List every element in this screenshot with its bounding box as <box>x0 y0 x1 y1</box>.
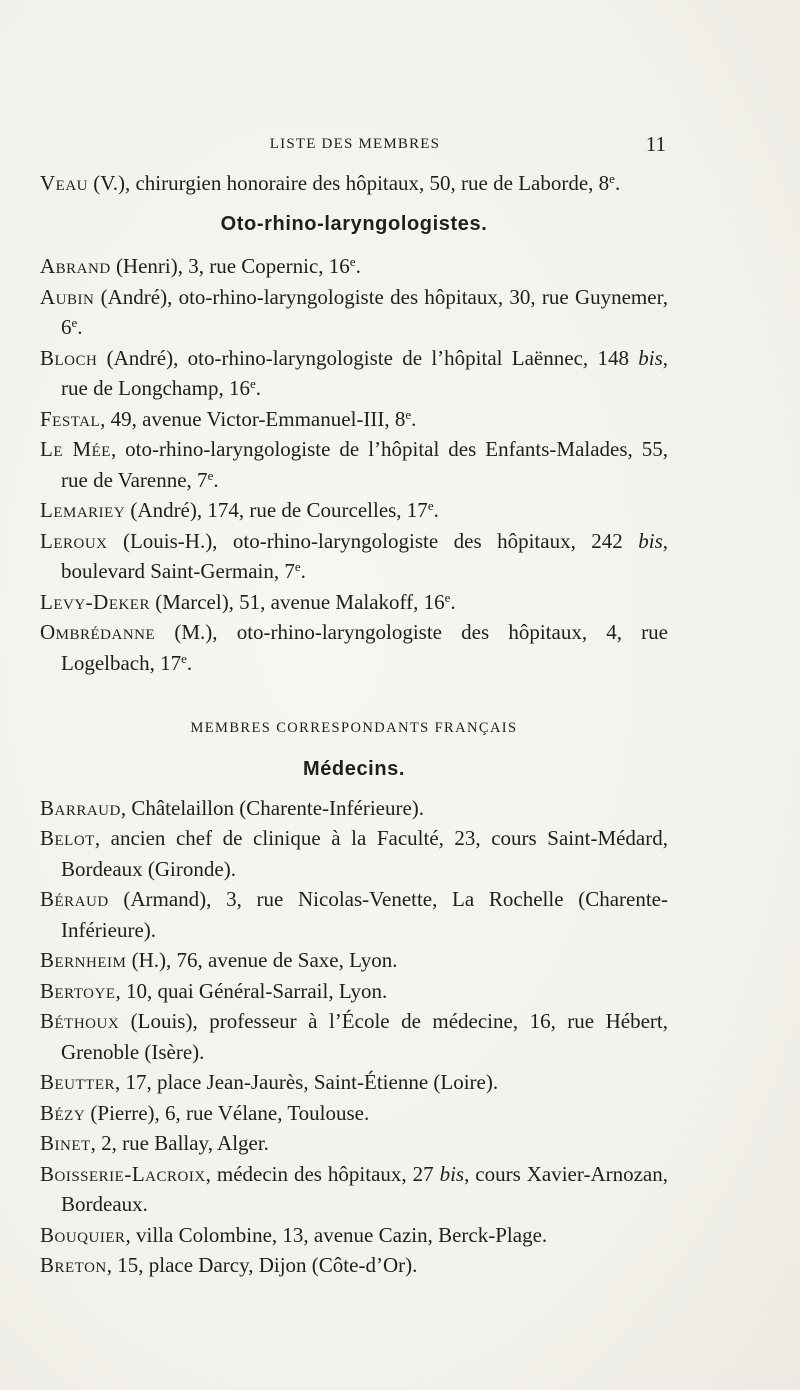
member-name: Beutter <box>40 1070 115 1094</box>
member-name: Lemariey <box>40 498 126 522</box>
member-entry <box>40 1098 668 1129</box>
ordinal-suffix: e <box>294 559 301 574</box>
member-details: (M.), oto-rhino-laryngologiste des hôpitaux, 4, rue Logelbach, 17 <box>61 620 668 675</box>
member-details-end: . <box>300 559 306 583</box>
oto-entries <box>40 251 668 678</box>
member-details-end: . <box>255 376 261 400</box>
ordinal-suffix: e <box>427 498 434 513</box>
member-entry <box>40 617 668 678</box>
member-details: (H.), 76, avenue de Saxe, Lyon. <box>126 948 398 972</box>
member-details: , 2, rue Ballay, Alger. <box>90 1131 269 1155</box>
member-entry <box>40 526 668 587</box>
member-name: Bernheim <box>40 948 127 972</box>
member-details: (Armand), 3, rue Nicolas-Venette, La Rochelle (Charente-Inférieure). <box>61 887 668 942</box>
member-name: Abrand <box>40 254 111 278</box>
member-name: Béraud <box>40 887 109 911</box>
member-name: Leroux <box>40 528 108 553</box>
member-details: , oto-rhino-laryngologiste de l’hôpital des Enfants-Malades, 55, rue de Varenne, 7 <box>61 437 668 492</box>
member-details-end: . <box>411 406 417 431</box>
ordinal-suffix: e <box>207 467 214 483</box>
member-details: , ancien chef de clinique à la Faculté, 23, cours Saint-Médard, Bordeaux (Gironde). <box>61 826 668 881</box>
member-entry <box>40 168 668 199</box>
member-name: Levy-Deker <box>40 589 150 614</box>
member-details: , 10, quai Général-Sarrail, Lyon. <box>115 978 388 1003</box>
page-number: 11 <box>645 132 666 156</box>
member-details: (André), oto-rhino-laryngologiste de l’hôpital Laënnec, 148 <box>97 345 639 370</box>
member-entry <box>40 434 668 495</box>
member-details: , médecin des hôpitaux, 27 <box>205 1161 440 1186</box>
member-name: Le Mée <box>40 437 111 461</box>
member-details-end: . <box>186 650 193 675</box>
member-entry <box>40 282 668 343</box>
member-details: , villa Colombine, 13, avenue Cazin, Berck-Plage. <box>125 1222 548 1247</box>
running-title: LISTE DES MEMBRES <box>269 136 441 152</box>
member-details-end: . <box>77 315 83 339</box>
top-entries <box>40 168 668 199</box>
ordinal-suffix: e <box>181 650 187 666</box>
member-details: (Louis), professeur à l’École de médecine, 16, rue Hébert, Grenoble (Isère). <box>61 1009 668 1064</box>
member-name: Boisserie-Lacroix <box>40 1161 206 1186</box>
member-details-end: . <box>213 467 219 492</box>
member-entry <box>40 823 668 884</box>
member-entry <box>40 793 668 824</box>
member-entry <box>40 976 668 1007</box>
member-details: (Louis-H.), oto-rhino-laryngologiste des hôpitaux, 242 <box>107 528 639 553</box>
member-list <box>40 168 668 1281</box>
member-details-italic: bis <box>439 1161 465 1186</box>
member-name: Aubin <box>40 284 95 309</box>
member-details: (V.), chirurgien honoraire des hôpitaux, 50, rue de Laborde, 8 <box>88 171 610 195</box>
member-details: , 49, avenue Victor-Emmanuel-III, 8 <box>100 406 406 431</box>
section-heading-medecins: Médecins. <box>302 758 406 780</box>
member-entry <box>40 1128 668 1159</box>
section-heading-oto: Oto-rhino-laryngologistes. <box>220 212 488 235</box>
member-details: , cours Xavier-Arnozan, Bordeaux. <box>61 1161 668 1216</box>
ordinal-suffix: e <box>405 406 412 422</box>
member-details-italic: bis <box>638 528 663 553</box>
ordinal-suffix: e <box>444 589 451 605</box>
member-name: Bézy <box>40 1100 86 1125</box>
member-name: Festal <box>40 406 101 431</box>
ordinal-suffix: e <box>71 315 78 330</box>
member-entry <box>40 1220 668 1251</box>
member-details: (André), 174, rue de Courcelles, 17 <box>125 498 428 522</box>
member-name: Barraud <box>40 795 121 820</box>
section-title-correspondants: MEMBRES CORRESPONDANTS FRANÇAIS <box>190 720 518 736</box>
member-entry <box>40 884 668 945</box>
member-name: Bloch <box>40 345 98 370</box>
member-name: Bertoye <box>40 978 116 1003</box>
member-details: , Châtelaillon (Charente-Inférieure). <box>120 795 425 820</box>
ordinal-suffix: e <box>249 376 256 391</box>
member-details-end: . <box>355 254 361 278</box>
member-details: , 17, place Jean-Jaurès, Saint-Étienne (Loire). <box>115 1070 499 1094</box>
member-details: , 15, place Darcy, Dijon (Côte-d’Or). <box>106 1253 418 1277</box>
member-details-italic: bis <box>638 345 663 370</box>
member-entry <box>40 251 668 282</box>
member-name: Breton <box>40 1253 107 1277</box>
member-entry <box>40 1250 668 1281</box>
member-details-end: . <box>450 589 456 614</box>
medecins-entries <box>40 793 668 1281</box>
member-entry <box>40 945 668 976</box>
running-head <box>40 132 670 158</box>
member-entry <box>40 1006 668 1067</box>
member-details: (Pierre), 6, rue Vélane, Toulouse. <box>85 1100 370 1125</box>
member-details: , rue de Longchamp, 16 <box>61 345 668 400</box>
member-entry <box>40 495 668 526</box>
member-name: Béthoux <box>40 1009 120 1033</box>
member-entry <box>40 1159 668 1220</box>
member-details: , boulevard Saint-Germain, 7 <box>61 528 668 583</box>
member-details-end: . <box>614 171 621 195</box>
member-details: (Henri), 3, rue Copernic, 16 <box>110 254 350 278</box>
member-entry <box>40 404 668 435</box>
member-details-end: . <box>433 498 439 522</box>
member-entry <box>40 587 668 618</box>
member-entry <box>40 1067 668 1098</box>
member-details: (André), oto-rhino-laryngologiste des hôpitaux, 30, rue Guynemer, 6 <box>61 284 668 339</box>
member-details: (Marcel), 51, avenue Malakoff, 16 <box>149 589 445 614</box>
member-name: Belot <box>40 826 95 850</box>
member-name: Veau <box>40 171 88 195</box>
ordinal-suffix: e <box>609 171 615 186</box>
member-name: Ombrédanne <box>40 620 156 644</box>
member-name: Binet <box>40 1131 91 1155</box>
member-name: Bouquier <box>40 1222 126 1247</box>
member-entry <box>40 343 668 404</box>
ordinal-suffix: e <box>349 254 356 269</box>
